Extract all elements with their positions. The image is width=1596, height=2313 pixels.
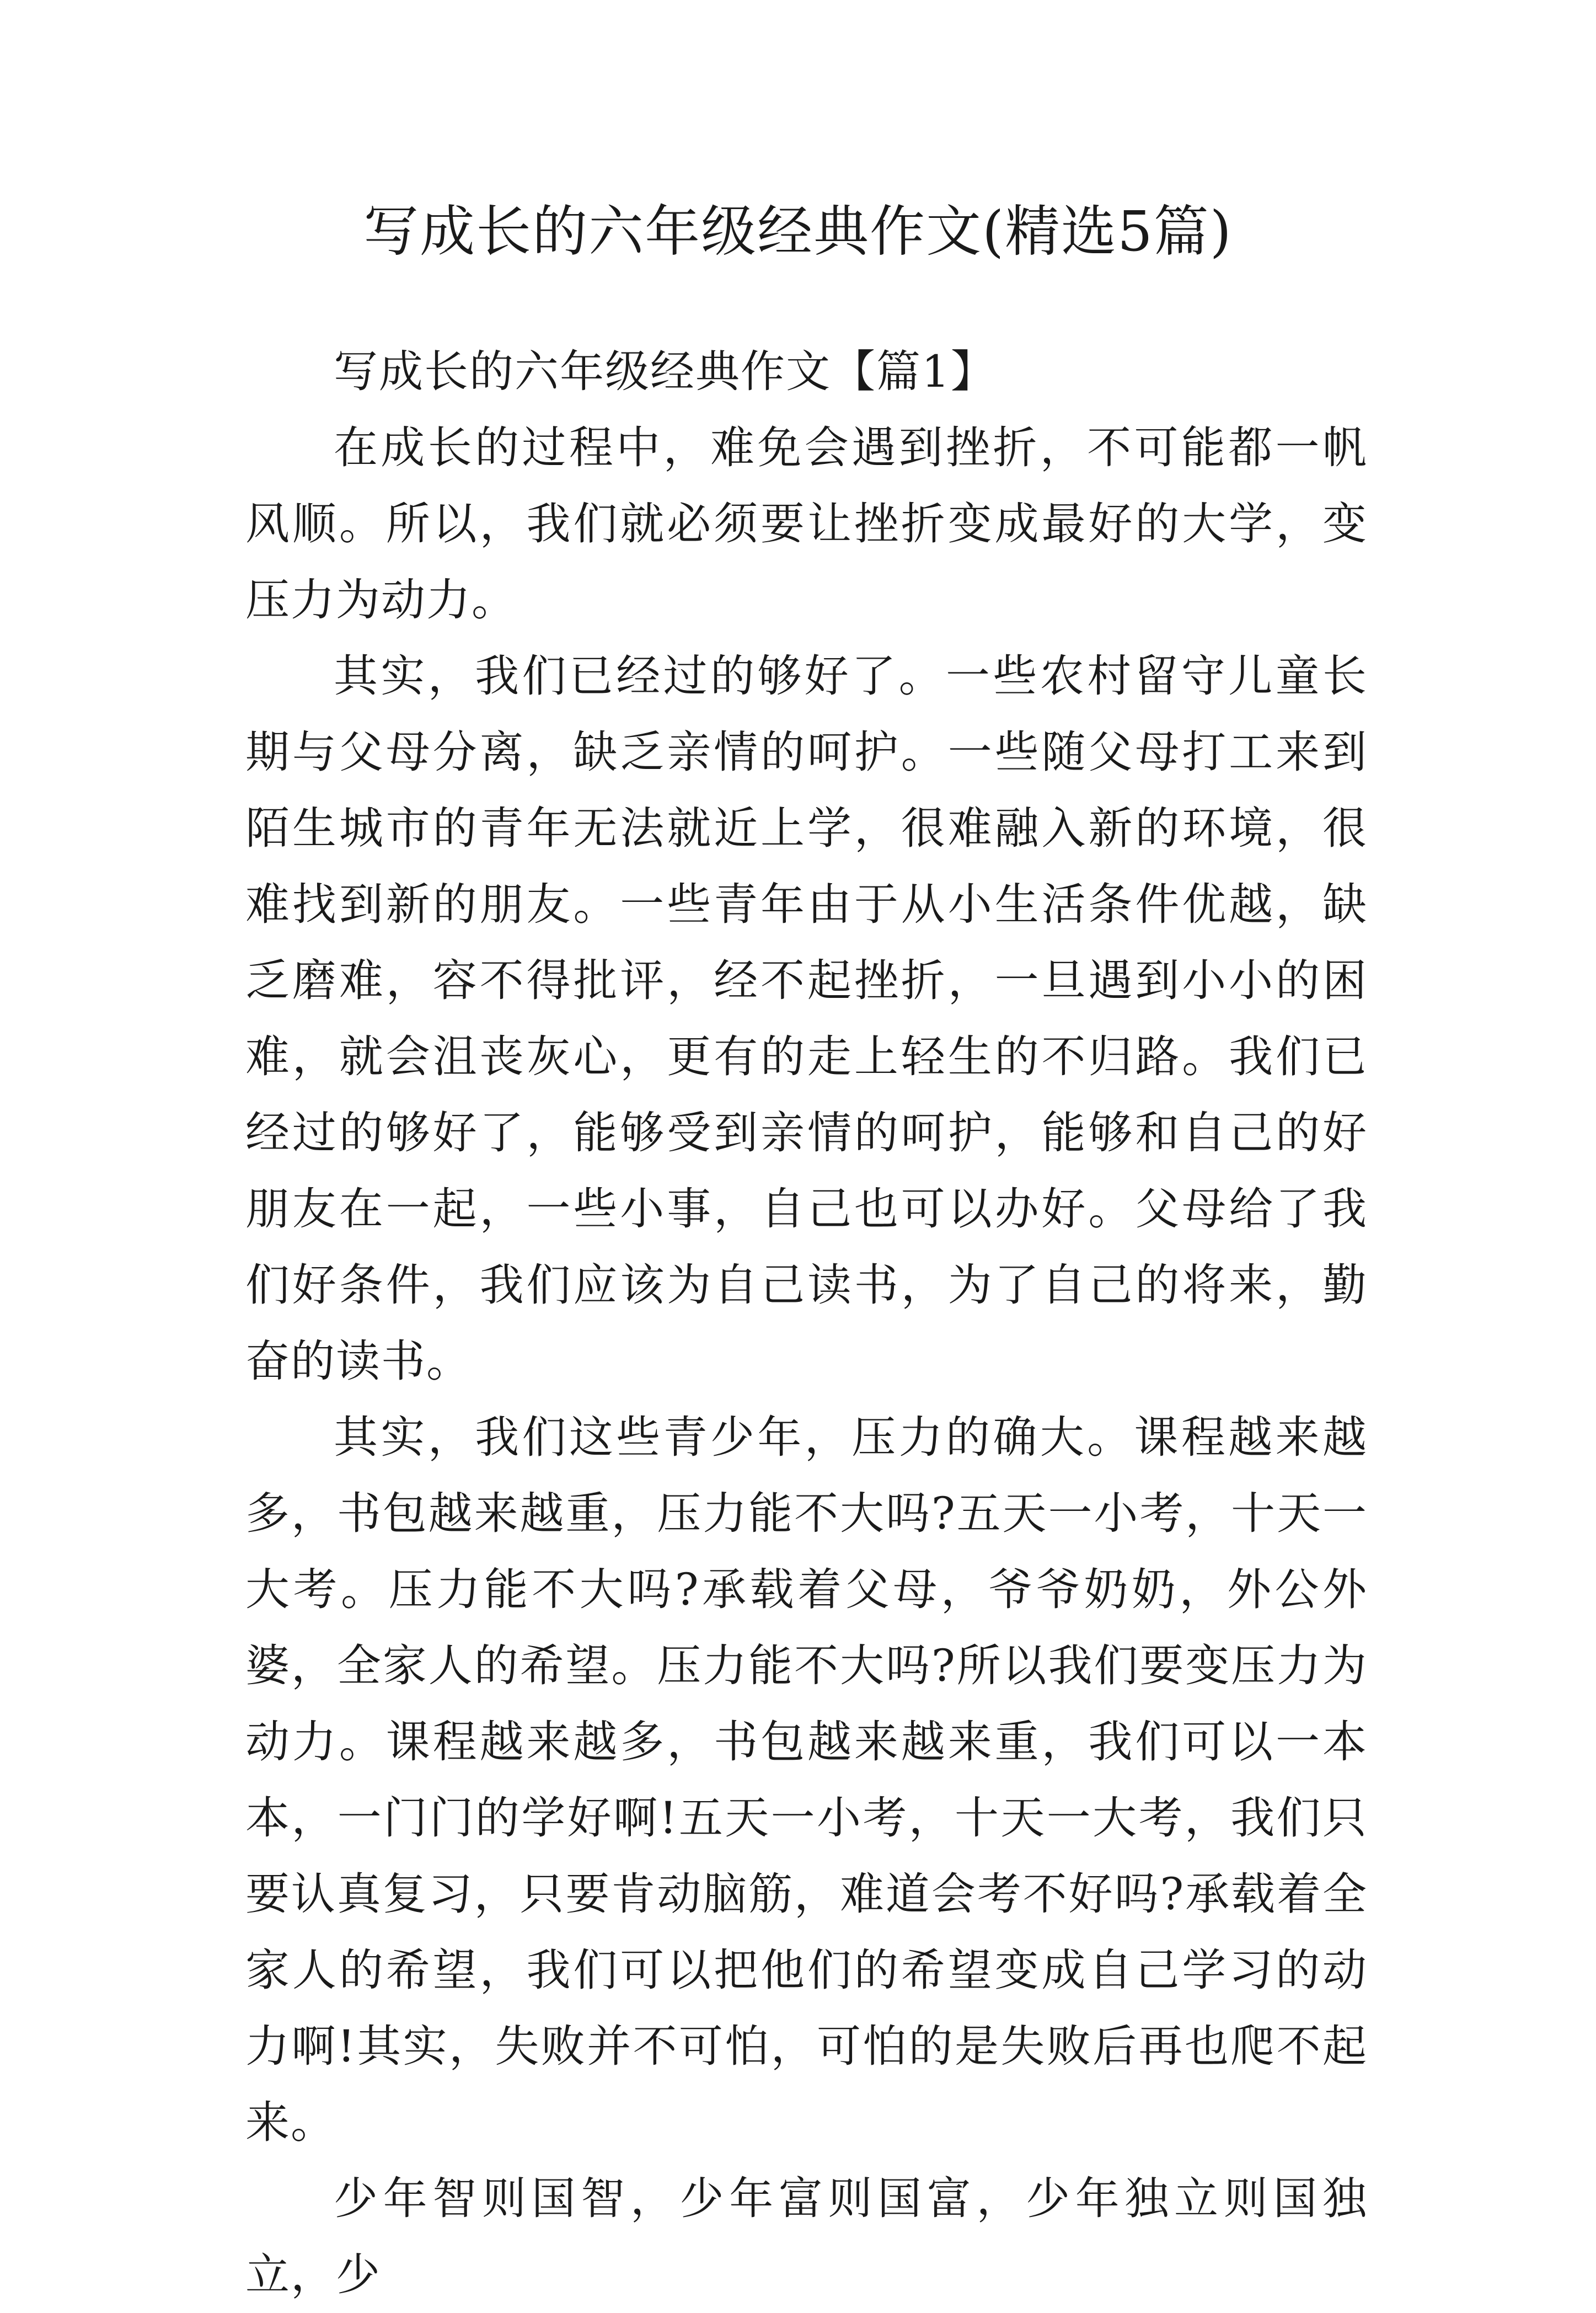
paragraph: 其实，我们这些青少年，压力的确大。课程越来越多，书包越来越重，压力能不大吗?五天一小考，十天一大考。压力能不大吗?承载着父母，爷爷奶奶，外公外婆，全家人的希望。压力能不大吗?所以我们要变压力为动力。课程越来越多，书包越来越来重，我们可以一本本，一门门的学好啊!五天一小考，十天一大考，我们只要认真复习，只要肯动脑筋，难道会考不好吗?承载着全家人的希望，我们可以把他们的希望变成自己学习的动力啊!其实，失败并不可怕，可怕的是失败后再也爬不起来。 xyxy=(245,1412,1368,2148)
paragraph: 少年智则国智，少年富则国富，少年独立则国独立，少 xyxy=(245,2173,1368,2300)
document-body xyxy=(245,334,1368,2313)
paragraph: 在成长的过程中，难免会遇到挫折，不可能都一帆风顺。所以，我们就必须要让挫折变成最好的大学，变压力为动力。 xyxy=(245,422,1368,626)
section-heading: 写成长的六年级经典作文【篇1】 xyxy=(334,346,996,397)
document-title: 写成长的六年级经典作文(精选5篇) xyxy=(363,199,1233,264)
paragraph: 其实，我们已经过的够好了。一些农村留守儿童长期与父母分离，缺乏亲情的呵护。一些随父母打工来到陌生城市的青年无法就近上学，很难融入新的环境，很难找到新的朋友。一些青年由于从小生活条件优越，缺乏磨难，容不得批评，经不起挫折，一旦遇到小小的困难，就会沮丧灰心，更有的走上轻生的不归路。我们已经过的够好了，能够受到亲情的呵护，能够和自己的好朋友在一起，一些小事，自己也可以办好。父母给了我们好条件，我们应该为自己读书，为了自己的将来，勤奋的读书。 xyxy=(245,650,1368,1387)
